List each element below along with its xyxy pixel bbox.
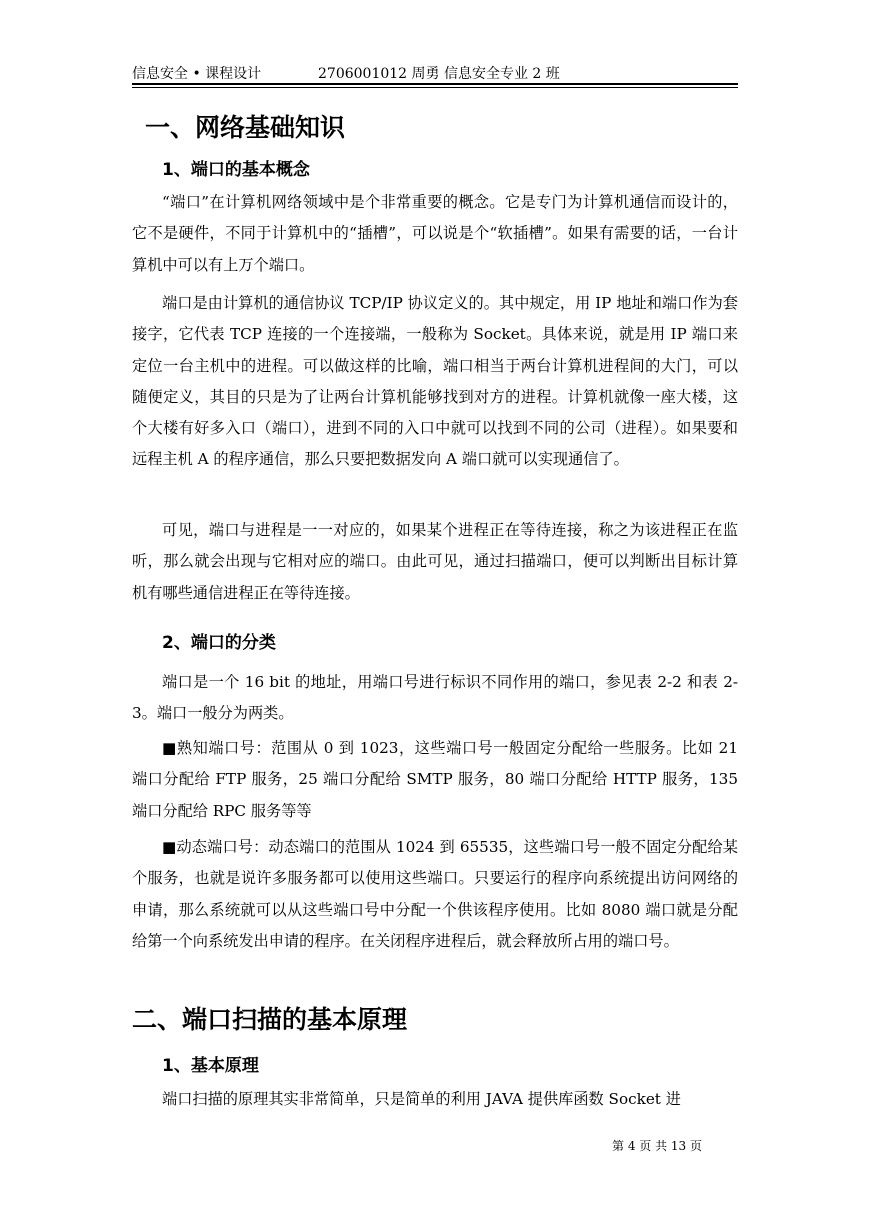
subsection-heading: 1、基本原理 — [162, 1056, 259, 1076]
bullet-paragraph: ■动态端口号：动态端口的范围从 1024 到 65535，这些端口号一般不固定分配给某个服务，也就是说许多服务都可以使用这些端口。只要运行的程序向系统提出访问网络的申请，那么系统就可以从这些端口号中分配一个供该程序使用。比如 8080 端口就是分配给第一个向系统发出申请的程序。在关闭程序进程后，就会释放所占用的端口号。 — [132, 838, 738, 950]
header-rule-thin — [132, 87, 738, 88]
page-footer: 第 4 页 共 13 页 — [612, 1139, 702, 1153]
paragraph: 端口扫描的原理其实非常简单，只是简单的利用 JAVA 提供库函数 Socket 进 — [162, 1090, 681, 1108]
paragraph: “端口”在计算机网络领域中是个非常重要的概念。它是专门为计算机通信而设计的，它不是硬件，不同于计算机中的“插槽”，可以说是个“软插槽”。如果有需要的话，一台计算机中可以有上万个端口。 — [132, 193, 738, 274]
subsection-heading: 1、端口的基本概念 — [162, 160, 310, 180]
header-course: 信息安全 • 课程设计 — [132, 66, 262, 82]
paragraph: 端口是由计算机的通信协议 TCP/IP 协议定义的。其中规定，用 IP 地址和端口作为套接字，它代表 TCP 连接的一个连接端，一般称为 Socket。具体来说，就是用 IP 端口来定位一台主机中的进程。可以做这样的比喻，端口相当于两台计算机进程间的大门，可以随便定义，其目的只是为了让两台计算机能够找到对方的进程。计算机就像一座大楼，这个大楼有好多入口（端口），进到不同的入口中就可以找到不同的公司（进程）。如果要和远程主机 A 的程序通信，那么只要把数据发向 A 端口就可以实现通信了。 — [132, 294, 738, 469]
paragraph: 可见，端口与进程是一一对应的，如果某个进程正在等待连接，称之为该进程正在监听，那么就会出现与它相对应的端口。由此可见，通过扫描端口，便可以判断出目标计算机有哪些通信进程正在等待连接。 — [132, 521, 738, 602]
section-heading: 二、端口扫描的基本原理 — [132, 1005, 408, 1034]
header-author: 2706001012 周勇 信息安全专业 2 班 — [318, 66, 560, 82]
subsection-heading: 2、端口的分类 — [162, 633, 276, 653]
section-heading: 一、网络基础知识 — [145, 113, 346, 142]
page-header — [132, 63, 738, 83]
bullet-paragraph: ■熟知端口号：范围从 0 到 1023，这些端口号一般固定分配给一些服务。比如 21 端口分配给 FTP 服务，25 端口分配给 SMTP 服务，80 端口分配给 HTTP 服务，135 端口分配给 RPC 服务等等 — [132, 739, 738, 820]
paragraph: 端口是一个 16 bit 的地址，用端口号进行标识不同作用的端口，参见表 2-2 和表 2-3。端口一般分为两类。 — [132, 673, 738, 723]
header-rule-thick — [132, 83, 738, 85]
